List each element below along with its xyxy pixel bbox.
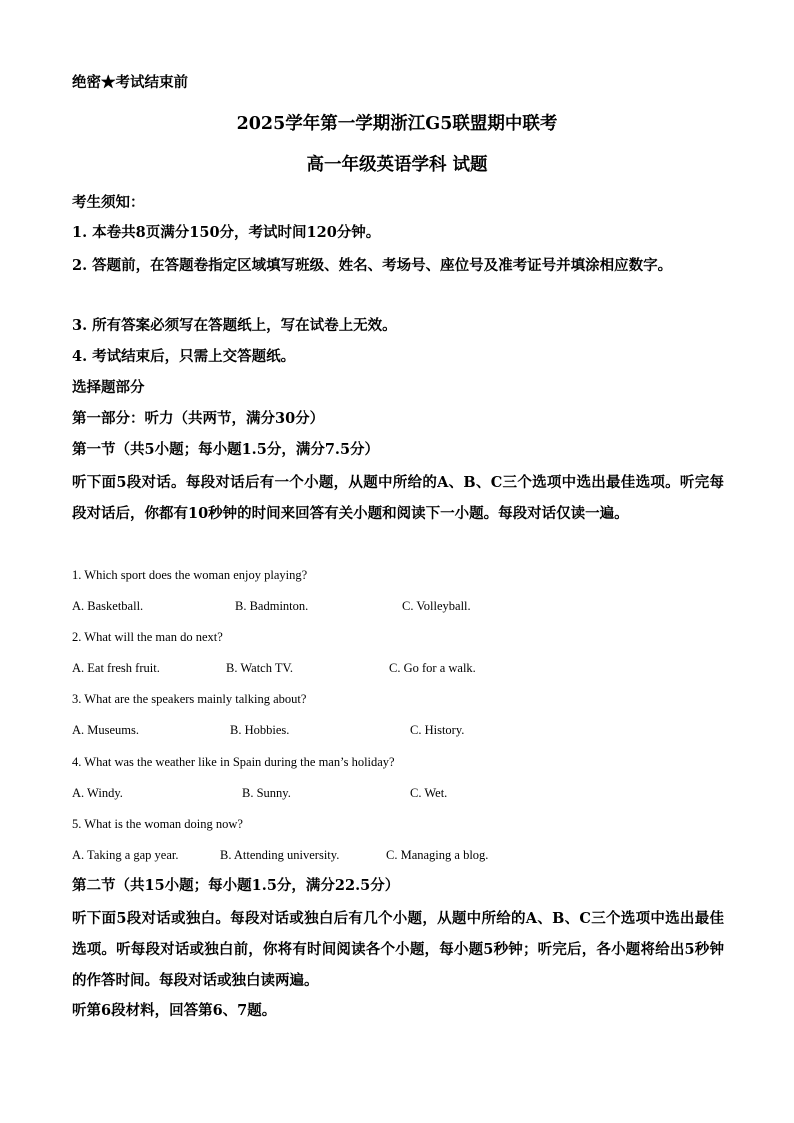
exam-title: 2025学年第一学期浙江G5联盟期中联考 (236, 114, 558, 134)
question-stem-2: 2. What will the man do next? (72, 630, 223, 644)
section-choice-heading: 选择题部分 (72, 379, 145, 396)
question-3-option-c: C. History. (410, 723, 465, 737)
question-3-option-a: A. Museums. (72, 723, 140, 737)
question-stem-3: 3. What are the speakers mainly talking about? (72, 692, 307, 706)
section1-heading: 第一节（共5小题；每小题1.5分，满分7.5分） (72, 441, 380, 458)
section2-heading: 第二节（共15小题；每小题1.5分，满分22.5分） (72, 877, 400, 894)
notice-item-2: 2. 答题前，在答题卷指定区域填写班级、姓名、考场号、座位号及准考证号并填涂相应数字。 (72, 257, 673, 274)
exam-subtitle: 高一年级英语学科 试题 (306, 155, 488, 175)
question-3-option-b: B. Hobbies. (230, 723, 290, 737)
question-5-option-c: C. Managing a blog. (386, 848, 489, 862)
question-5-option-a: A. Taking a gap year. (72, 848, 179, 862)
notice-item-4: 4. 考试结束后，只需上交答题纸。 (72, 348, 296, 365)
question-1-option-a: A. Basketball. (72, 599, 144, 613)
question-4-option-a: A. Windy. (72, 786, 123, 800)
question-1-option-b: B. Badminton. (235, 599, 309, 613)
question-5-option-b: B. Attending university. (220, 848, 340, 862)
question-stem-1: 1. Which sport does the woman enjoy playing? (72, 568, 308, 582)
notice-item-3: 3. 所有答案必须写在答题纸上，写在试卷上无效。 (72, 317, 397, 334)
question-2-option-c: C. Go for a walk. (389, 661, 476, 675)
section2-instructions: 听下面5段对话或独白。每段对话或独白后有几个小题，从题中所给的A、B、C三个选项中选出最佳选项。听每段对话或独白前，你将有时间阅读各个小题，每小题5秒钟；听完后，各小题将给出5秒钟的作答时间。每段对话或独白读两遍。 (72, 910, 724, 989)
question-2-option-a: A. Eat fresh fruit. (72, 661, 160, 675)
passage6-instruction: 听第6段材料，回答第6、7题。 (72, 1002, 277, 1019)
question-1-option-c: C. Volleyball. (402, 599, 471, 613)
notice-item-1: 1. 本卷共8页满分150分，考试时间120分钟。 (72, 224, 381, 241)
confidential-label: 绝密★考试结束前 (72, 74, 188, 91)
question-2-option-b: B. Watch TV. (226, 661, 294, 675)
question-4-option-b: B. Sunny. (242, 786, 291, 800)
question-4-option-c: C. Wet. (410, 786, 448, 800)
question-stem-4: 4. What was the weather like in Spain during the man’s holiday? (72, 755, 395, 769)
part1-heading: 第一部分：听力（共两节，满分30分） (72, 410, 325, 427)
notice-heading: 考生须知： (72, 194, 145, 211)
question-stem-5: 5. What is the woman doing now? (72, 817, 243, 831)
section1-instructions: 听下面5段对话。每段对话后有一个小题，从题中所给的A、B、C三个选项中选出最佳选项。听完每段对话后，你都有10秒钟的时间来回答有关小题和阅读下一小题。每段对话仅读一遍。 (72, 474, 724, 522)
